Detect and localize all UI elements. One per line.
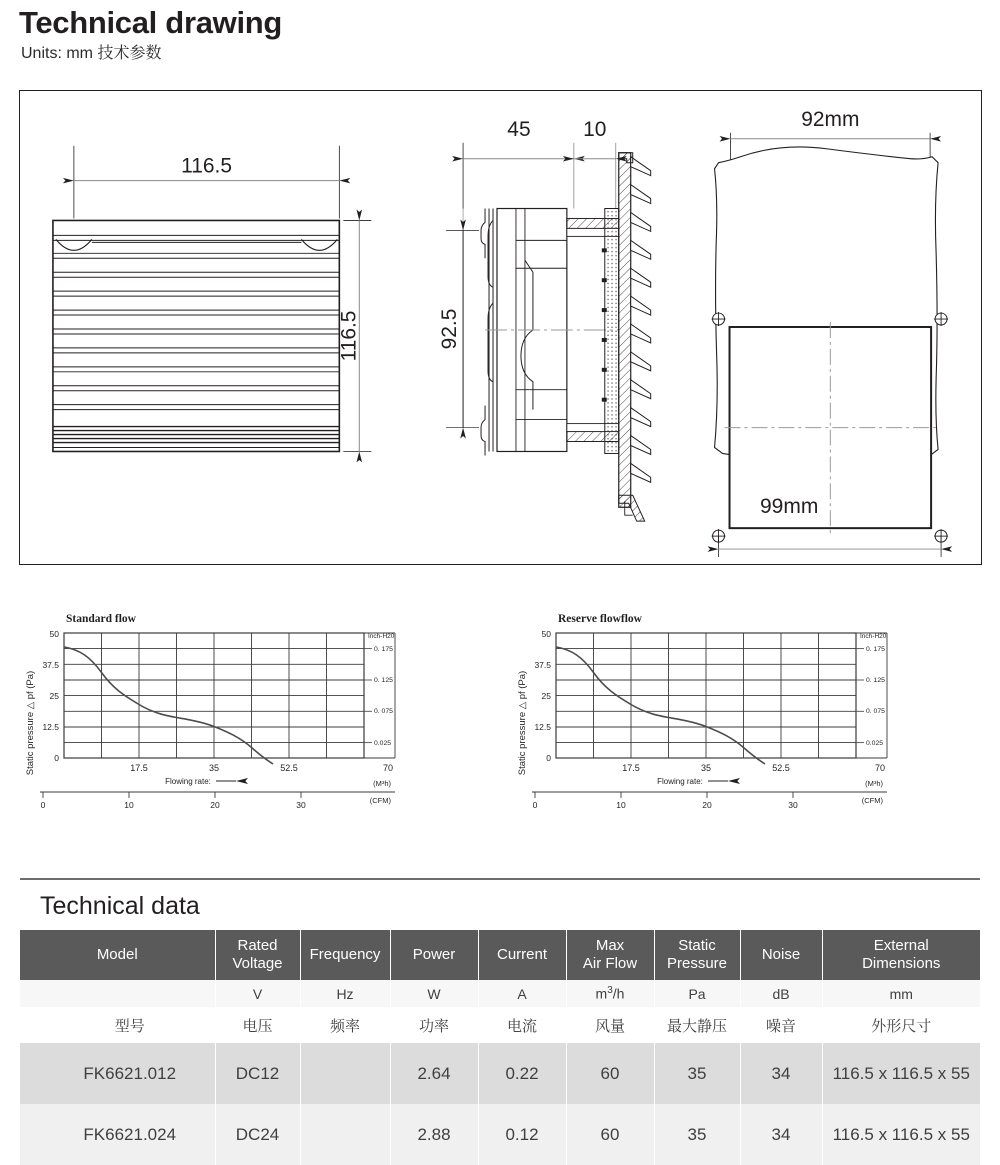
col-header-current-label: Current [496, 946, 548, 963]
unit-frequency: Hz [300, 980, 390, 1007]
chart-title: Reserve flowflow [558, 613, 642, 625]
cn-external-dims: 外形尺寸 [822, 1007, 980, 1043]
side-view-height-dim: 92.5 [438, 308, 462, 350]
chart-xtick-70: 70 [874, 763, 886, 773]
col-header-noise [740, 930, 822, 980]
cutout-width-dim: 92mm [801, 107, 860, 131]
chart-rtick-0075: 0. 075 [374, 708, 393, 715]
col-header-max-air-flow-l1: Max [595, 937, 625, 954]
unit-max-air-flow [566, 980, 654, 1007]
chart-xtick-52p5: 52.5 [772, 763, 790, 773]
col-header-model [20, 930, 215, 980]
chart-cfm-tick-20: 20 [702, 800, 712, 810]
table-row [20, 1043, 980, 1104]
chart-rtick-0175: 0. 175 [374, 646, 393, 653]
unit-max-air-flow-tail: /h [612, 985, 625, 1002]
cell-model: FK6621.024 [20, 1104, 215, 1165]
cn-noise: 噪音 [740, 1007, 822, 1043]
chart-standard-flow [20, 600, 440, 845]
side-view-flange-dim: 10 [583, 117, 607, 141]
chart-cfm-tick-0: 0 [532, 800, 538, 810]
cn-power: 功率 [390, 1007, 478, 1043]
cell-noise: 34 [740, 1104, 822, 1165]
unit-power: W [390, 980, 478, 1007]
cell-max-air-flow: 60 [566, 1043, 654, 1104]
col-header-rated-voltage-l1: Rated [237, 937, 278, 954]
chart-reserve-flow-svg [512, 600, 932, 845]
cell-current: 0.22 [478, 1043, 566, 1104]
unit-external-dims: mm [822, 980, 980, 1007]
unit-static-pressure: Pa [654, 980, 740, 1007]
col-header-power [390, 930, 478, 980]
chart-ytick-25: 25 [541, 691, 551, 701]
chart-ytick-0: 0 [546, 753, 551, 763]
col-header-rated-voltage-l2: Voltage [232, 955, 283, 972]
technical-drawing-panel [19, 90, 982, 565]
col-header-static-pressure-l2: Pressure [666, 955, 728, 972]
cn-max-air-flow: 风量 [566, 1007, 654, 1043]
chart-ylabel: Static pressure △ pf (Pa) [517, 670, 528, 776]
cn-current: 电流 [478, 1007, 566, 1043]
cell-max-air-flow: 60 [566, 1104, 654, 1165]
col-header-max-air-flow-l2: Air Flow [582, 955, 638, 972]
chart-rtick-0025: 0.025 [374, 740, 392, 747]
col-header-static-pressure-l1: Static [678, 937, 716, 954]
col-header-static-pressure [654, 930, 740, 980]
cutout-screw-spacing-dim: 99mm [760, 495, 819, 518]
chart-rtick-0125: 0. 125 [374, 677, 393, 684]
unit-current: A [478, 980, 566, 1007]
chart-unit-top: (M³h) [865, 779, 883, 788]
chart-cfm-tick-0: 0 [40, 800, 46, 810]
chart-ytick-50: 50 [49, 629, 59, 639]
col-header-max-air-flow [566, 930, 654, 980]
table-chinese-row [20, 1007, 980, 1043]
cell-rated-voltage: DC12 [215, 1043, 300, 1104]
table-unit-row [20, 980, 980, 1007]
technical-data-section [20, 878, 980, 1143]
chart-rtick-0125: 0. 125 [866, 677, 885, 684]
chart-ytick-50: 50 [541, 629, 551, 639]
cell-model: FK6621.012 [20, 1043, 215, 1104]
chart-right-axis-title: Inch-H20 [368, 633, 395, 640]
technical-data-table [20, 930, 980, 1165]
chart-xtick-35: 35 [700, 763, 712, 773]
cell-power: 2.88 [390, 1104, 478, 1165]
chart-xtick-17p5: 17.5 [622, 763, 640, 773]
chart-unit-top: (M³h) [373, 779, 391, 788]
cell-rated-voltage: DC24 [215, 1104, 300, 1165]
col-header-rated-voltage [215, 930, 300, 980]
cell-noise: 34 [740, 1043, 822, 1104]
chart-xtick-35: 35 [208, 763, 220, 773]
chart-ytick-25: 25 [49, 691, 59, 701]
cutout-view-group [712, 133, 949, 557]
chart-ylabel: Static pressure △ pf (Pa) [25, 670, 36, 776]
chart-xtick-17p5: 17.5 [130, 763, 148, 773]
side-section-view-group [446, 143, 651, 521]
chart-rtick-0175: 0. 175 [866, 646, 885, 653]
cell-frequency [300, 1043, 390, 1104]
cell-external-dims: 116.5 x 116.5 x 55 [822, 1104, 980, 1165]
chart-cfm-tick-20: 20 [210, 800, 220, 810]
col-header-external-dims-l1: External [873, 937, 929, 954]
col-header-external-dimensions [822, 930, 980, 980]
unit-max-air-flow-base: m [595, 985, 608, 1002]
front-view-height-dim: 116.5 [337, 310, 361, 362]
technical-data-heading: Technical data [40, 892, 200, 920]
technical-drawing-svg [20, 91, 981, 564]
front-view-group [53, 146, 371, 452]
chart-rtick-0025: 0.025 [866, 740, 884, 747]
chart-title: Standard flow [66, 613, 136, 625]
col-header-power-label: Power [412, 946, 456, 963]
unit-model [20, 980, 215, 1007]
chart-cfm-tick-10: 10 [616, 800, 626, 810]
chart-standard-flow-svg [20, 600, 440, 845]
cell-power: 2.64 [390, 1043, 478, 1104]
cn-static-pressure: 最大静压 [654, 1007, 740, 1043]
unit-rated-voltage: V [215, 980, 300, 1007]
col-header-frequency-label: Frequency [309, 946, 381, 963]
col-header-current [478, 930, 566, 980]
cell-current: 0.12 [478, 1104, 566, 1165]
side-view-depth-dim: 45 [507, 117, 531, 141]
chart-cfm-tick-10: 10 [124, 800, 134, 810]
col-header-model-label: Model [96, 946, 138, 963]
unit-max-air-flow-sup: 3 [607, 985, 613, 997]
chart-ytick-0: 0 [54, 753, 59, 763]
unit-noise: dB [740, 980, 822, 1007]
chart-unit-bottom: (CFM) [369, 796, 391, 805]
chart-xtick-70: 70 [382, 763, 394, 773]
cn-frequency: 频率 [300, 1007, 390, 1043]
chart-xtick-52p5: 52.5 [280, 763, 298, 773]
cell-static-pressure: 35 [654, 1104, 740, 1165]
front-view-width-dim: 116.5 [181, 154, 233, 178]
chart-reserve-flow [512, 600, 932, 845]
cell-static-pressure: 35 [654, 1043, 740, 1104]
cell-frequency [300, 1104, 390, 1165]
cn-rated-voltage: 电压 [215, 1007, 300, 1043]
col-header-external-dims-l2: Dimensions [862, 955, 941, 972]
cn-model: 型号 [20, 1007, 215, 1043]
chart-ytick-37p5: 37.5 [42, 660, 59, 670]
chart-ytick-12p5: 12.5 [534, 722, 551, 732]
table-header-row [20, 930, 980, 980]
table-row [20, 1104, 980, 1165]
chart-cfm-tick-30: 30 [788, 800, 798, 810]
chart-ytick-37p5: 37.5 [534, 660, 551, 670]
page-title: Technical drawing [19, 5, 283, 40]
chart-xlabel: Flowing rate: [165, 777, 211, 786]
chart-right-axis-title: Inch-H20 [860, 633, 887, 640]
chart-cfm-tick-30: 30 [296, 800, 306, 810]
chart-unit-bottom: (CFM) [861, 796, 883, 805]
col-header-frequency [300, 930, 390, 980]
chart-rtick-0075: 0. 075 [866, 708, 885, 715]
chart-ytick-12p5: 12.5 [42, 722, 59, 732]
chart-xlabel: Flowing rate: [657, 777, 703, 786]
col-header-noise-label: Noise [761, 946, 801, 963]
cell-external-dims: 116.5 x 116.5 x 55 [822, 1043, 980, 1104]
page-subtitle: Units: mm 技术参数 [21, 45, 162, 62]
